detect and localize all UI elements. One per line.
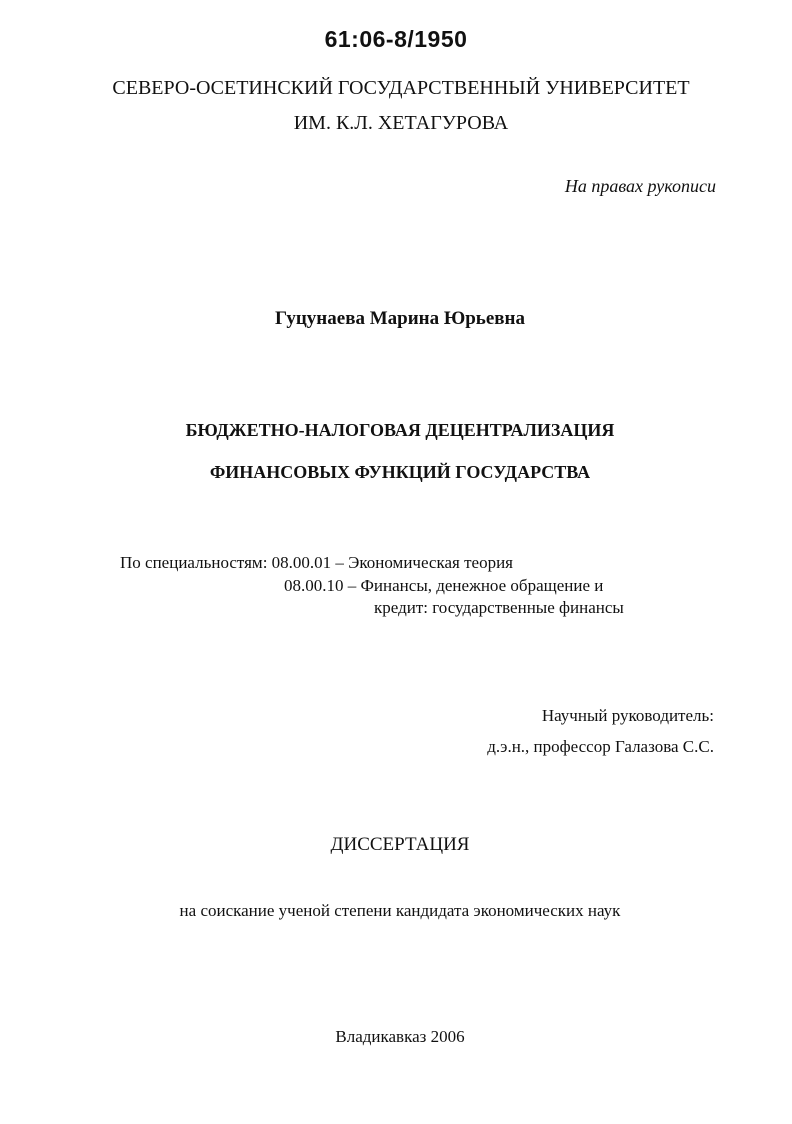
specialty-line3: кредит: государственные финансы [374,598,624,617]
specialty-line1: По специальностям: 08.00.01 – Экономическая теория [120,553,513,572]
author-name: Гуцунаева Марина Юрьевна [275,308,525,329]
thesis-title-line2: ФИНАНСОВЫХ ФУНКЦИЙ ГОСУДАРСТВА [209,462,591,482]
university-name-line2: ИМ. К.Л. ХЕТАГУРОВА [293,112,509,134]
thesis-title-line1: БЮДЖЕТНО-НАЛОГОВАЯ ДЕЦЕНТРАЛИЗАЦИЯ [185,420,615,440]
specialty-line2: 08.00.10 – Финансы, денежное обращение и [284,576,604,595]
city-and-year: Владикавказ 2006 [335,1027,465,1046]
supervisor-label: Научный руководитель: [541,706,714,725]
degree-statement: на соискание ученой степени кандидата экономических наук [179,901,621,920]
supervisor-name: д.э.н., профессор Галазова С.С. [487,737,714,756]
manuscript-rights-note: На правах рукописи [564,176,716,196]
document-type-heading: ДИССЕРТАЦИЯ [330,834,470,855]
university-name-line1: СЕВЕРО-ОСЕТИНСКИЙ ГОСУДАРСТВЕННЫЙ УНИВЕРСИТЕТ [112,77,690,99]
archive-stamp-number: 61:06-8/1950 [324,26,468,52]
